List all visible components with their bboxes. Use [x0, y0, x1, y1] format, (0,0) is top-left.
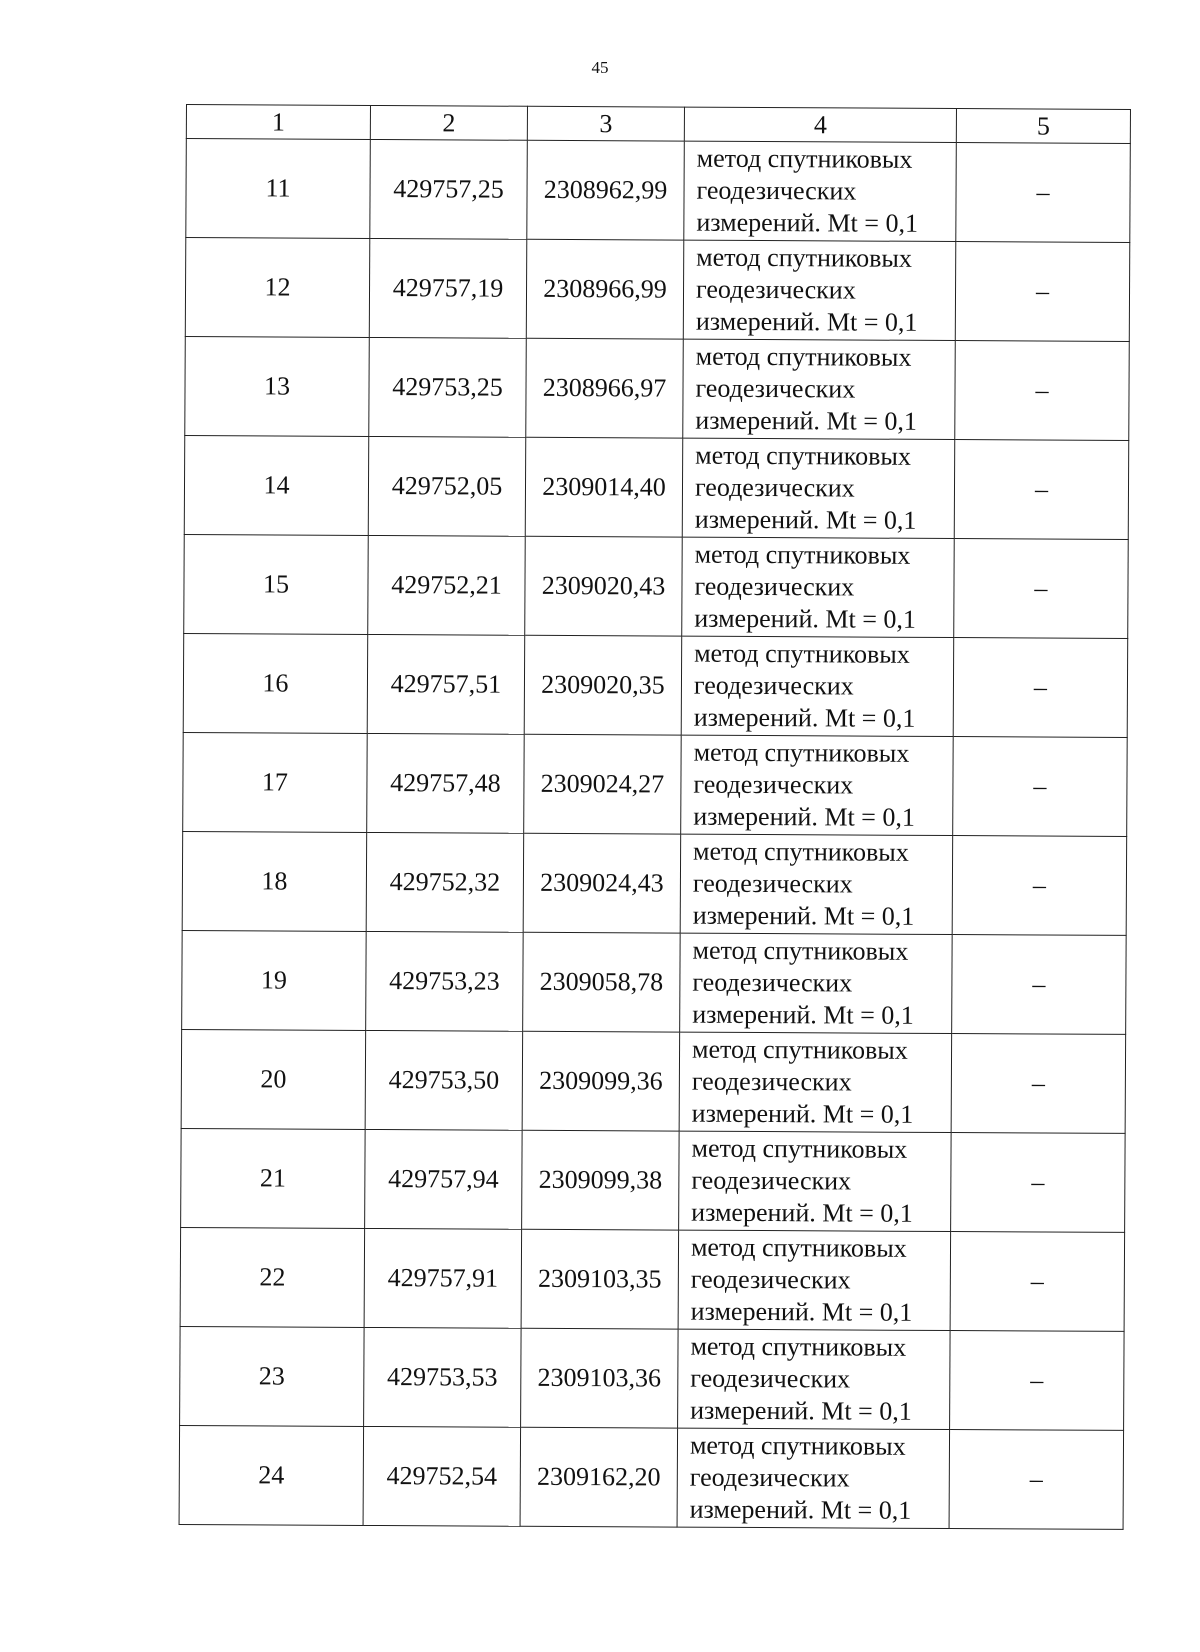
- method-line: метод спутниковых: [694, 539, 911, 570]
- method-line: геодезических: [689, 1462, 850, 1493]
- y-coordinate-cell: 2309024,43: [523, 833, 681, 933]
- method-cell: [678, 1329, 951, 1429]
- method-line: геодезических: [695, 274, 856, 305]
- note-cell: –: [954, 539, 1129, 639]
- method-line: измерений. Mt = 0,1: [696, 207, 919, 238]
- method-line: геодезических: [690, 1264, 851, 1295]
- method-cell: [682, 438, 955, 538]
- note-cell: –: [955, 242, 1130, 342]
- x-coordinate-cell: 429757,19: [369, 238, 527, 338]
- table-row: [183, 732, 1128, 836]
- table-row: [179, 1425, 1124, 1529]
- point-number-cell: 15: [184, 534, 369, 634]
- method-line: геодезических: [693, 670, 854, 701]
- method-line: измерений. Mt = 0,1: [692, 999, 914, 1030]
- method-line: метод спутниковых: [689, 1430, 906, 1461]
- note-cell: –: [956, 143, 1131, 243]
- method-line: геодезических: [694, 472, 855, 503]
- method-cell: [681, 636, 954, 736]
- y-coordinate-cell: 2309099,38: [522, 1130, 680, 1230]
- method-line: метод спутниковых: [696, 143, 913, 174]
- header-cell-1: 1: [186, 105, 370, 140]
- table-row: [184, 534, 1129, 638]
- method-line: геодезических: [690, 1363, 851, 1394]
- method-line: измерений. Mt = 0,1: [690, 1395, 912, 1426]
- table-body: [179, 139, 1130, 1530]
- method-line: измерений. Mt = 0,1: [694, 603, 916, 634]
- y-coordinate-cell: 2309020,43: [525, 536, 683, 636]
- table-row: [181, 1128, 1126, 1232]
- y-coordinate-cell: 2309020,35: [524, 635, 682, 735]
- x-coordinate-cell: 429757,94: [365, 1129, 523, 1229]
- method-line: геодезических: [692, 967, 853, 998]
- method-line: измерений. Mt = 0,1: [692, 900, 915, 931]
- method-line: измерений. Mt = 0,1: [691, 1098, 914, 1129]
- note-cell: –: [950, 1232, 1125, 1332]
- point-number-cell: 20: [181, 1029, 366, 1129]
- x-coordinate-cell: 429757,25: [370, 139, 528, 239]
- table-row: [180, 1227, 1125, 1331]
- y-coordinate-cell: 2309099,36: [522, 1031, 680, 1131]
- method-line: геодезических: [692, 868, 853, 899]
- x-coordinate-cell: 429757,48: [367, 733, 525, 833]
- method-line: измерений. Mt = 0,1: [691, 1197, 913, 1228]
- x-coordinate-cell: 429757,91: [364, 1228, 522, 1328]
- method-line: измерений. Mt = 0,1: [690, 1296, 913, 1327]
- method-cell: [683, 240, 956, 340]
- method-cell: [682, 537, 955, 637]
- method-cell: [677, 1428, 950, 1528]
- method-line: геодезических: [694, 571, 855, 602]
- point-number-cell: 18: [182, 831, 367, 931]
- method-line: измерений. Mt = 0,1: [695, 405, 918, 436]
- method-line: метод спутниковых: [690, 1331, 907, 1362]
- y-coordinate-cell: 2309014,40: [525, 437, 683, 537]
- note-cell: –: [951, 1034, 1126, 1134]
- note-cell: –: [953, 638, 1128, 738]
- y-coordinate-cell: 2308966,99: [526, 239, 684, 339]
- note-cell: –: [954, 440, 1129, 540]
- y-coordinate-cell: 2309024,27: [524, 734, 682, 834]
- method-line: геодезических: [693, 769, 854, 800]
- method-line: метод спутниковых: [695, 440, 911, 471]
- method-cell: [681, 735, 954, 835]
- note-cell: –: [952, 935, 1127, 1035]
- method-cell: [684, 141, 957, 241]
- point-number-cell: 22: [180, 1227, 365, 1327]
- y-coordinate-cell: 2308962,99: [527, 140, 685, 240]
- table-row: [183, 633, 1128, 737]
- method-line: метод спутниковых: [691, 1133, 908, 1164]
- header-cell-2: 2: [370, 105, 527, 140]
- y-coordinate-cell: 2308966,97: [526, 338, 684, 438]
- coordinates-table: [179, 104, 1131, 1530]
- table-row: [186, 139, 1131, 243]
- table-row: [181, 1029, 1126, 1133]
- x-coordinate-cell: 429753,23: [366, 931, 524, 1031]
- x-coordinate-cell: 429753,25: [369, 337, 527, 437]
- x-coordinate-cell: 429757,51: [367, 634, 525, 734]
- point-number-cell: 17: [183, 732, 368, 832]
- x-coordinate-cell: 429753,53: [364, 1327, 522, 1427]
- method-line: измерений. Mt = 0,1: [693, 702, 916, 733]
- method-line: метод спутниковых: [694, 638, 910, 669]
- method-line: геодезических: [696, 175, 857, 206]
- method-line: измерений. Mt = 0,1: [694, 504, 917, 535]
- note-cell: –: [951, 1133, 1126, 1233]
- note-cell: –: [949, 1430, 1124, 1530]
- x-coordinate-cell: 429752,05: [368, 436, 526, 536]
- point-number-cell: 13: [185, 336, 370, 436]
- y-coordinate-cell: 2309058,78: [523, 932, 681, 1032]
- table-row: [184, 435, 1129, 539]
- method-cell: [678, 1230, 951, 1330]
- method-line: метод спутниковых: [692, 935, 909, 966]
- header-cell-5: 5: [956, 109, 1130, 144]
- table-row: [185, 336, 1130, 440]
- table-row: [180, 1326, 1125, 1430]
- method-line: метод спутниковых: [693, 836, 909, 867]
- method-line: метод спутниковых: [696, 242, 912, 273]
- note-cell: –: [953, 737, 1128, 837]
- method-line: измерений. Mt = 0,1: [695, 306, 918, 337]
- x-coordinate-cell: 429752,32: [366, 832, 524, 932]
- point-number-cell: 19: [182, 930, 367, 1030]
- method-line: метод спутниковых: [695, 341, 912, 372]
- method-line: метод спутниковых: [690, 1232, 907, 1263]
- x-coordinate-cell: 429753,50: [365, 1030, 523, 1130]
- point-number-cell: 23: [180, 1326, 365, 1426]
- method-line: геодезических: [691, 1165, 852, 1196]
- header-row: [186, 105, 1130, 144]
- table-row: [182, 930, 1127, 1034]
- method-line: метод спутниковых: [693, 737, 910, 768]
- x-coordinate-cell: 429752,54: [363, 1426, 521, 1526]
- point-number-cell: 12: [185, 238, 370, 338]
- method-cell: [679, 1032, 952, 1132]
- point-number-cell: 24: [179, 1425, 364, 1525]
- x-coordinate-cell: 429752,21: [368, 535, 526, 635]
- method-cell: [679, 1131, 952, 1231]
- note-cell: –: [952, 836, 1127, 936]
- y-coordinate-cell: 2309162,20: [520, 1427, 678, 1527]
- method-line: геодезических: [695, 373, 856, 404]
- y-coordinate-cell: 2309103,36: [521, 1328, 679, 1428]
- method-line: измерений. Mt = 0,1: [689, 1494, 912, 1525]
- y-coordinate-cell: 2309103,35: [521, 1229, 679, 1329]
- point-number-cell: 16: [183, 633, 368, 733]
- method-cell: [680, 933, 953, 1033]
- point-number-cell: 21: [181, 1128, 366, 1228]
- header-cell-4: 4: [684, 107, 956, 142]
- note-cell: –: [955, 341, 1130, 441]
- point-number-cell: 14: [184, 435, 369, 535]
- note-cell: –: [950, 1331, 1125, 1431]
- method-line: метод спутниковых: [691, 1034, 908, 1065]
- method-line: измерений. Mt = 0,1: [693, 801, 915, 832]
- point-number-cell: 11: [186, 139, 371, 239]
- method-line: геодезических: [691, 1066, 852, 1097]
- table-row: [185, 238, 1130, 342]
- header-cell-3: 3: [527, 106, 684, 141]
- page-number: 45: [591, 58, 609, 77]
- table-header: [186, 105, 1130, 144]
- method-cell: [680, 834, 953, 934]
- method-cell: [683, 339, 956, 439]
- table-row: [182, 831, 1127, 935]
